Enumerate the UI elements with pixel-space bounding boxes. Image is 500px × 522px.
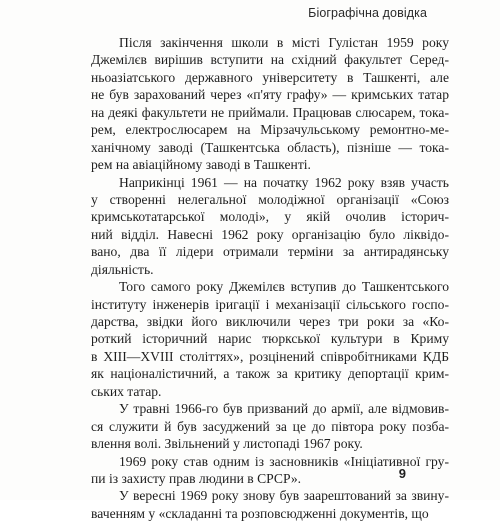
- text-line: роткий історичний нарис тюркської культури в Криму: [91, 331, 449, 347]
- text-line: влення волі. Звільнений у листопаді 1967 року.: [91, 436, 363, 452]
- paragraph: [91, 400, 449, 452]
- text-line: пи із захисту прав людини в СРСР».: [91, 470, 302, 486]
- paragraph: [91, 174, 449, 279]
- text-line: у створенні нелегальної молодіжної організації «Союз: [91, 191, 449, 207]
- text-line: діяльність.: [91, 261, 154, 277]
- text-line: ханічному заводі (Ташкентська область), пізніше — тока-: [91, 139, 449, 155]
- text-line: на деякі факультети не приймали. Працював слюсарем, тока-: [91, 104, 449, 120]
- running-header: Біографічна довідка: [308, 6, 427, 20]
- text-line: вано, два її лідери отримали терміни за антирадянську: [91, 244, 449, 260]
- paragraph: [91, 487, 449, 522]
- text-line: ся служити й був засуджений за це до півтора року позба-: [91, 418, 449, 434]
- text-line: Наприкінці 1961 — на початку 1962 року взяв участь: [119, 174, 449, 190]
- text-line: У травні 1966-го був призваний до армії, але відмовив-: [119, 401, 449, 417]
- text-line: не був зарахований через «п'яту графу» — кримських татар: [91, 87, 449, 103]
- paragraph: [91, 453, 449, 488]
- paragraph: [91, 278, 449, 400]
- text-line: рем на авіаційному заводі в Ташкенті.: [91, 157, 311, 173]
- text-line: кримськотатарської молоді», у якій очолив історич-: [91, 209, 449, 225]
- text-line: Того самого року Джемілєв вступив до Ташкентського: [119, 279, 449, 295]
- text-line: ньоазіатського державного університету в Ташкенті, але: [91, 69, 449, 85]
- text-line: ваченням у «складанні та розповсюдженні документів, що: [91, 505, 429, 521]
- text-line: дарства, звідки його виключили через три роки за «Ко-: [91, 314, 449, 329]
- text-line: ських татар.: [91, 383, 162, 399]
- text-line: інституту інженерів іригації і механізації сільського госпо-: [91, 296, 449, 312]
- text-line: в XIII—XVIII століттях», розцінений співробітниками КДБ: [91, 348, 449, 364]
- body-text: [91, 34, 449, 522]
- text-line: як націоналістичний, а також за критику депортації крим-: [91, 366, 449, 382]
- text-line: ний відділ. Навесні 1962 року організацію було ліквідо-: [91, 226, 449, 242]
- text-line: Після закінчення школи в місті Гулістан 1959 року: [119, 35, 449, 50]
- text-line: У вересні 1969 року знову був заарештований за звину-: [119, 488, 449, 504]
- text-line: рем, електрослюсарем на Мірзачульському ремонтно-ме-: [91, 122, 449, 138]
- text-line: Джемілєв вирішив вступити на східний факультет Серед-: [91, 52, 449, 68]
- text-line: 1969 року став одним із засновників «Ініціативної гру-: [119, 453, 449, 469]
- page-number: 9: [398, 466, 406, 481]
- paragraph: [91, 34, 449, 174]
